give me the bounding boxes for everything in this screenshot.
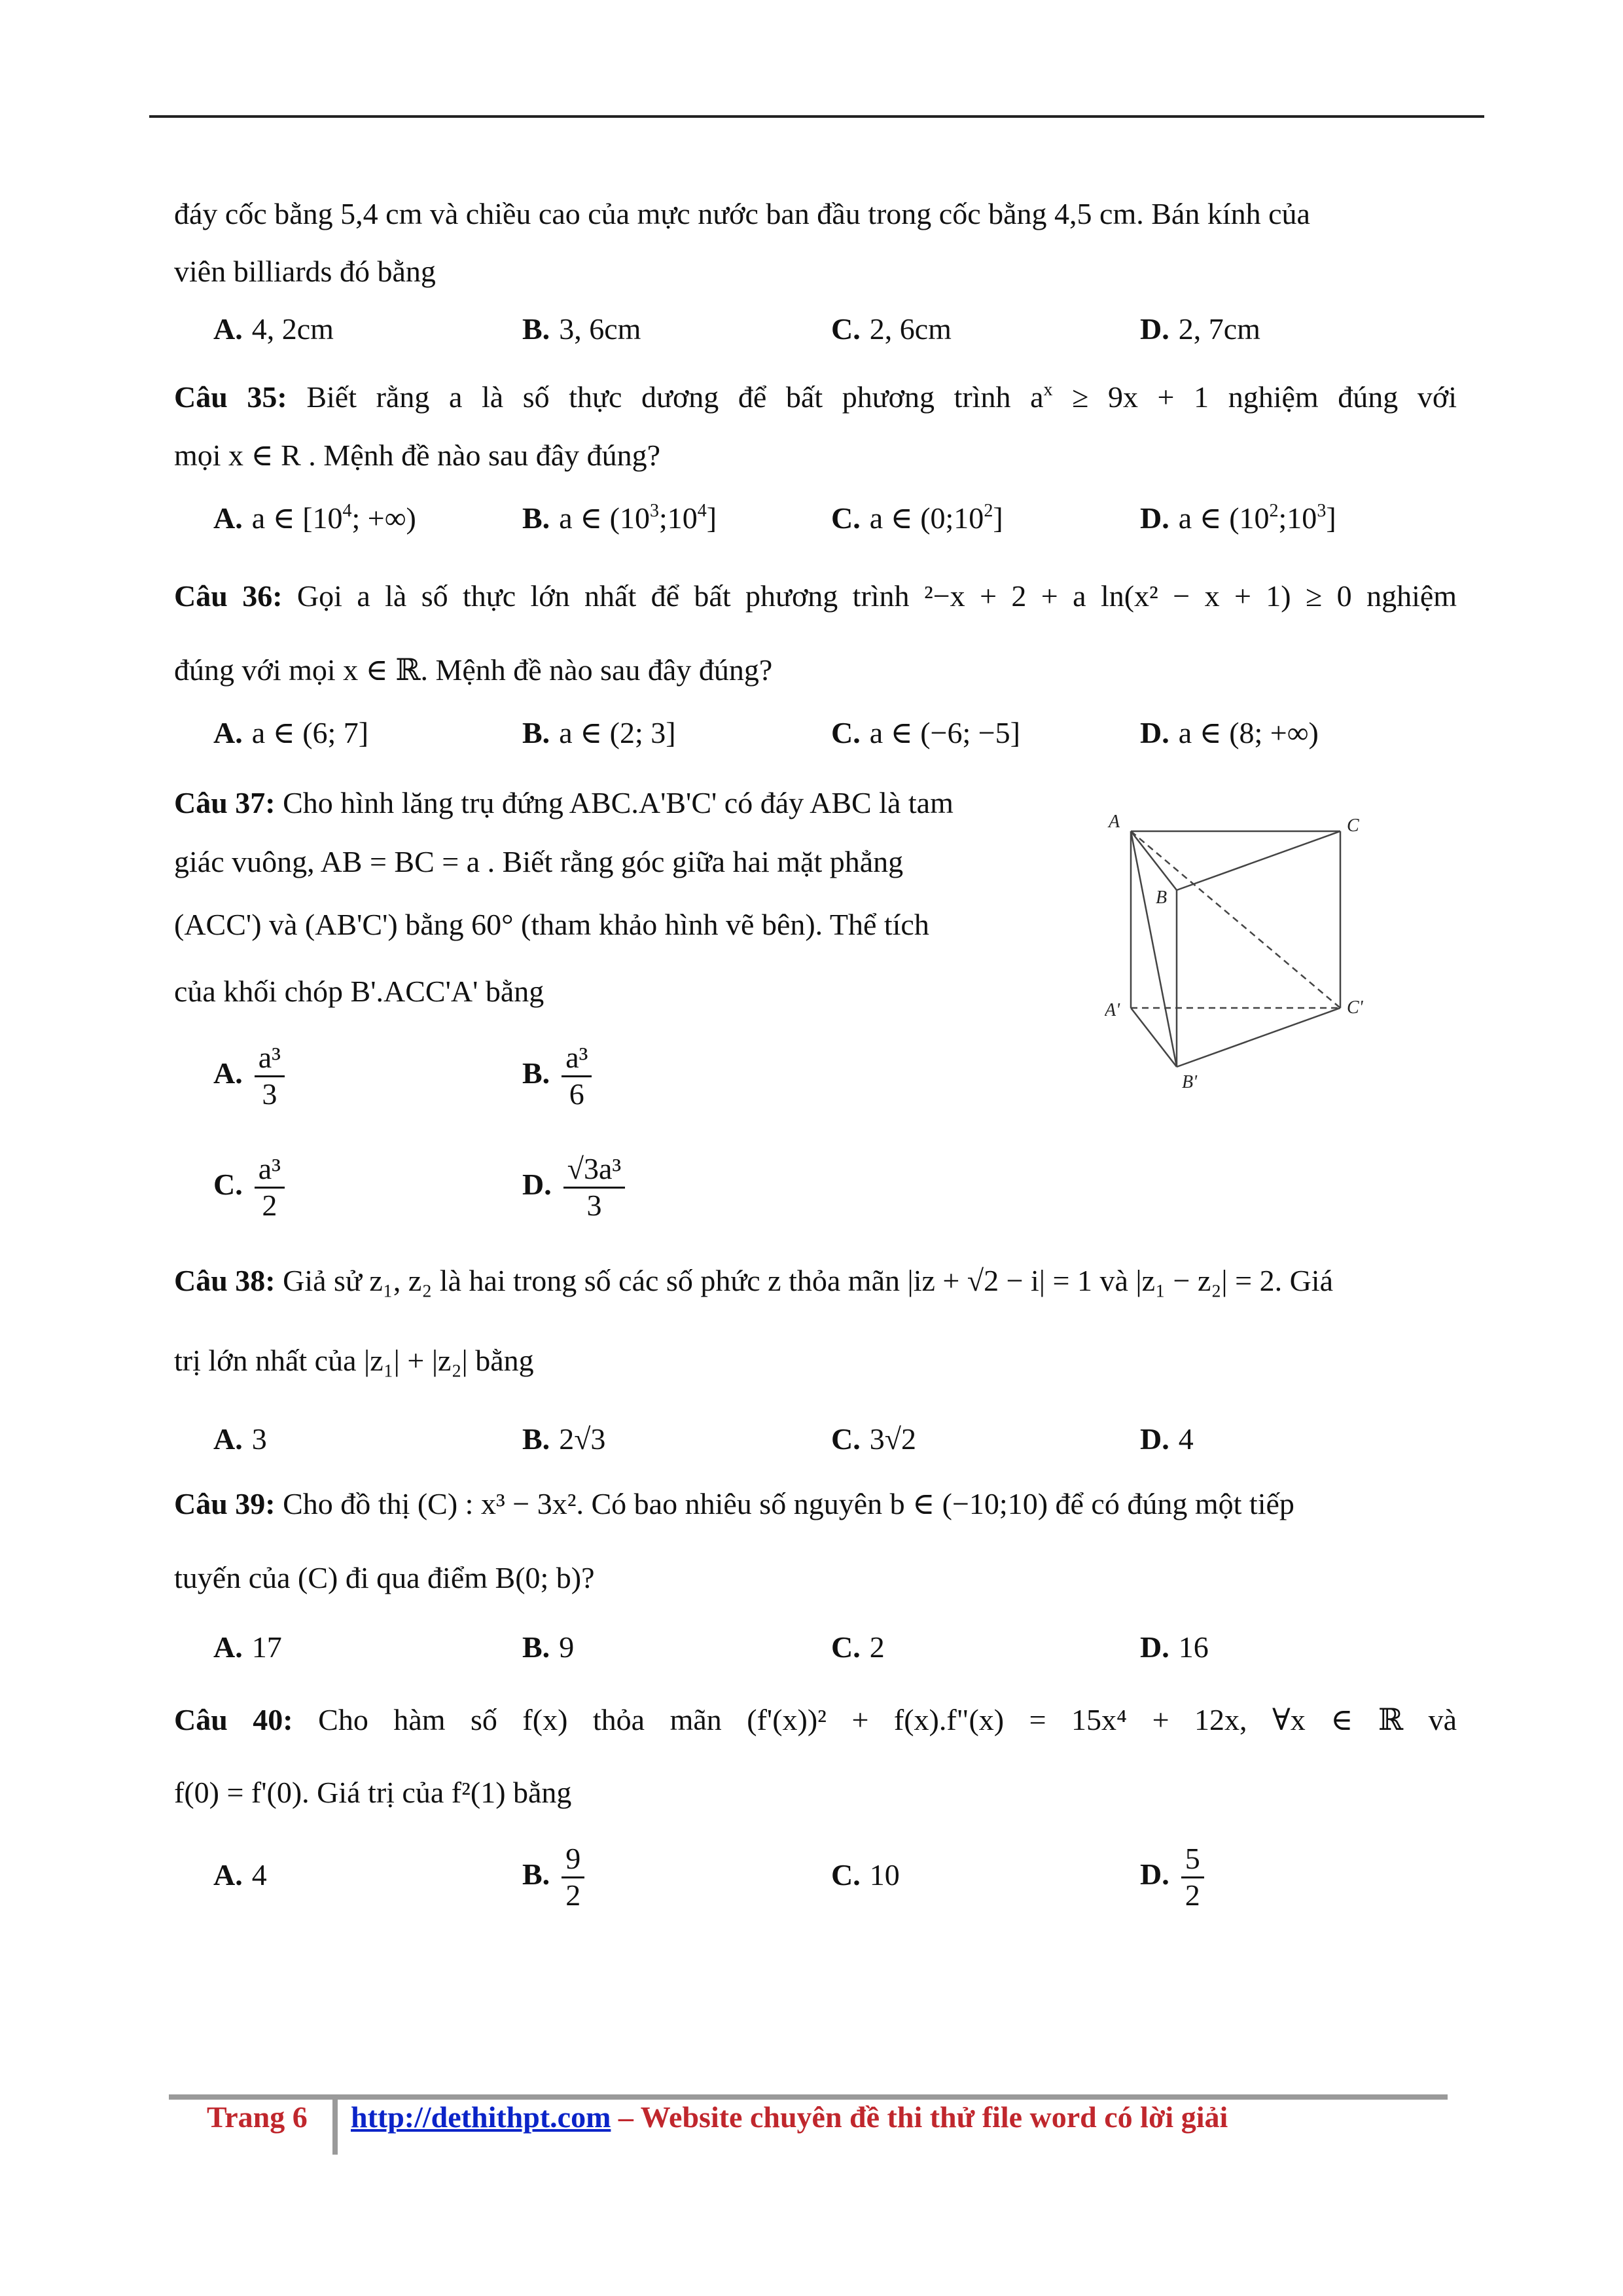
q40-options — [213, 1842, 1457, 1927]
q36-label: Câu 36: — [174, 579, 283, 613]
q35-line-1: Câu 35: Biết rằng a là số thực dương để bất phương trình $a^x \ge 9x + 1$ nghiệm đúng với — [174, 380, 1457, 414]
option-b[interactable]: B. a ∈ $(10^3;10^4]$ — [522, 501, 717, 535]
label-a1: A' — [1105, 1000, 1120, 1020]
option-b[interactable]: B. $\frac{\text{a³}}{6}$ — [522, 1041, 594, 1112]
segment-ac1 — [1131, 831, 1340, 1008]
option-b[interactable]: B. 2√3 — [522, 1422, 606, 1456]
option-b[interactable]: B. $\frac{9}{2}$ — [522, 1842, 587, 1913]
q37-line-4: của khối chóp B'.ACC'A' bằng — [174, 975, 544, 1008]
option-a[interactable]: A. 4 — [213, 1858, 267, 1892]
q37-line-3: (ACC') và (AB'C') bằng 60° (tham khảo hình vẽ bên). Thể tích — [174, 908, 929, 941]
label-b1: B' — [1182, 1072, 1198, 1092]
option-c[interactable]: C. a ∈ (−6; −5] — [831, 716, 1021, 749]
label-b: B — [1156, 888, 1168, 908]
q39-line-1: Câu 39: Cho đồ thị (C) : x³ − 3x². Có bao nhiêu số nguyên b ∈ (−10;10) để có đúng một tiếp — [174, 1487, 1294, 1520]
q37-label: Câu 37: — [174, 786, 276, 819]
option-a[interactable]: A. 17 — [213, 1630, 282, 1664]
label-c1: C' — [1347, 997, 1363, 1018]
option-a[interactable]: A. $\frac{\text{a³}}{3}$ — [213, 1041, 287, 1112]
edge-bc — [1177, 831, 1340, 890]
q38-line-1: Câu 38: Giả sử z₁, z₂ là hai trong số các số phức z thỏa mãn |iz + √2 − i| = 1 và |z₁ − z₂| = 2. Giá — [174, 1264, 1334, 1297]
option-a[interactable]: A. 3 — [213, 1422, 267, 1456]
option-d[interactable]: D. 4 — [1140, 1422, 1194, 1456]
footer-rule — [169, 2094, 1448, 2100]
page-number: Trang 6 — [207, 2100, 308, 2134]
option-c[interactable]: C. $\frac{\text{a³}}{2}$ — [213, 1152, 287, 1223]
option-b[interactable]: B. 9 — [522, 1630, 575, 1664]
option-d[interactable]: D. 2, 7cm — [1140, 312, 1260, 346]
q38-options — [213, 1422, 1457, 1461]
header-rule — [149, 115, 1484, 118]
q39-label: Câu 39: — [174, 1487, 276, 1520]
option-a[interactable]: A. a ∈ (6; 7] — [213, 716, 369, 749]
q37-options-row-2 — [213, 1152, 1457, 1250]
edge-a1b1 — [1131, 1008, 1177, 1067]
footer-separator — [332, 2094, 338, 2155]
option-d[interactable]: D. $\frac{5}{2}$ — [1140, 1842, 1207, 1913]
edge-b1c1 — [1177, 1008, 1340, 1067]
label-c: C — [1347, 816, 1359, 836]
website-link[interactable]: http://dethithpt.com — [351, 2100, 611, 2134]
option-a[interactable]: A. 4, 2cm — [213, 312, 334, 346]
option-d[interactable]: D. $\frac{\text{√3a³}}{3}$ — [522, 1152, 628, 1223]
q37-line-2: giác vuông, AB = BC = a . Biết rằng góc giữa hai mặt phẳng — [174, 845, 904, 878]
intro-line-2: viên billiards đó bằng — [174, 255, 436, 288]
option-d[interactable]: D. 16 — [1140, 1630, 1209, 1664]
q40-line-1: Câu 40: Cho hàm số f(x) thỏa mãn (f'(x))² + f(x).f"(x) = 15x⁴ + 12x, ∀x ∈ ℝ và — [174, 1703, 1457, 1736]
q39-line-2: tuyến của (C) đi qua điểm B(0; b)? — [174, 1561, 595, 1594]
option-d[interactable]: D. a ∈ (8; +∞) — [1140, 716, 1319, 749]
q39-options — [213, 1630, 1457, 1669]
intro-options — [213, 312, 1457, 351]
q40-label: Câu 40: — [174, 1703, 293, 1736]
q37-line-1: Câu 37: Cho hình lăng trụ đứng ABC.A'B'C' có đáy ABC là tam — [174, 786, 954, 819]
option-c[interactable]: C. 3√2 — [831, 1422, 916, 1456]
option-c[interactable]: C. 10 — [831, 1858, 900, 1892]
option-d[interactable]: D. a ∈ $(10^2;10^3]$ — [1140, 501, 1336, 535]
footer-text — [351, 2100, 1228, 2134]
intro-line-1: đáy cốc bằng 5,4 cm và chiều cao của mực nước ban đầu trong cốc bằng 4,5 cm. Bán kính của — [174, 197, 1310, 230]
option-c[interactable]: C. a ∈ $(0;10^2]$ — [831, 501, 1003, 535]
q35-options — [213, 500, 1457, 539]
footer-tagline: – Website chuyên đề thi thử file word có lời giải — [611, 2100, 1228, 2134]
option-c[interactable]: C. 2 — [831, 1630, 885, 1664]
q38-line-2: trị lớn nhất của |z₁| + |z₂| bằng — [174, 1344, 534, 1377]
option-b[interactable]: B. a ∈ (2; 3] — [522, 716, 676, 749]
q36-options — [213, 715, 1457, 754]
option-b[interactable]: B. 3, 6cm — [522, 312, 641, 346]
edge-ab — [1131, 831, 1177, 890]
q35-line-2: mọi x ∈ R . Mệnh đề nào sau đây đúng? — [174, 439, 661, 472]
q36-line-2: đúng với mọi x ∈ ℝ. Mệnh đề nào sau đây đúng? — [174, 653, 773, 687]
label-a: A — [1109, 812, 1120, 832]
segment-ab1 — [1131, 831, 1177, 1067]
prism-figure — [1105, 805, 1380, 1093]
option-a[interactable]: A. a ∈ [$10^4$; +∞) — [213, 501, 416, 535]
q38-label: Câu 38: — [174, 1264, 276, 1297]
option-c[interactable]: C. 2, 6cm — [831, 312, 952, 346]
q35-label: Câu 35: — [174, 380, 287, 414]
q36-line-1: Câu 36: Gọi a là số thực lớn nhất để bất phương trình ²−x + 2 + a ln(x² − x + 1) ≥ 0 nghiệm — [174, 579, 1457, 613]
q40-line-2: f(0) = f'(0). Giá trị của f²(1) bằng — [174, 1776, 572, 1809]
